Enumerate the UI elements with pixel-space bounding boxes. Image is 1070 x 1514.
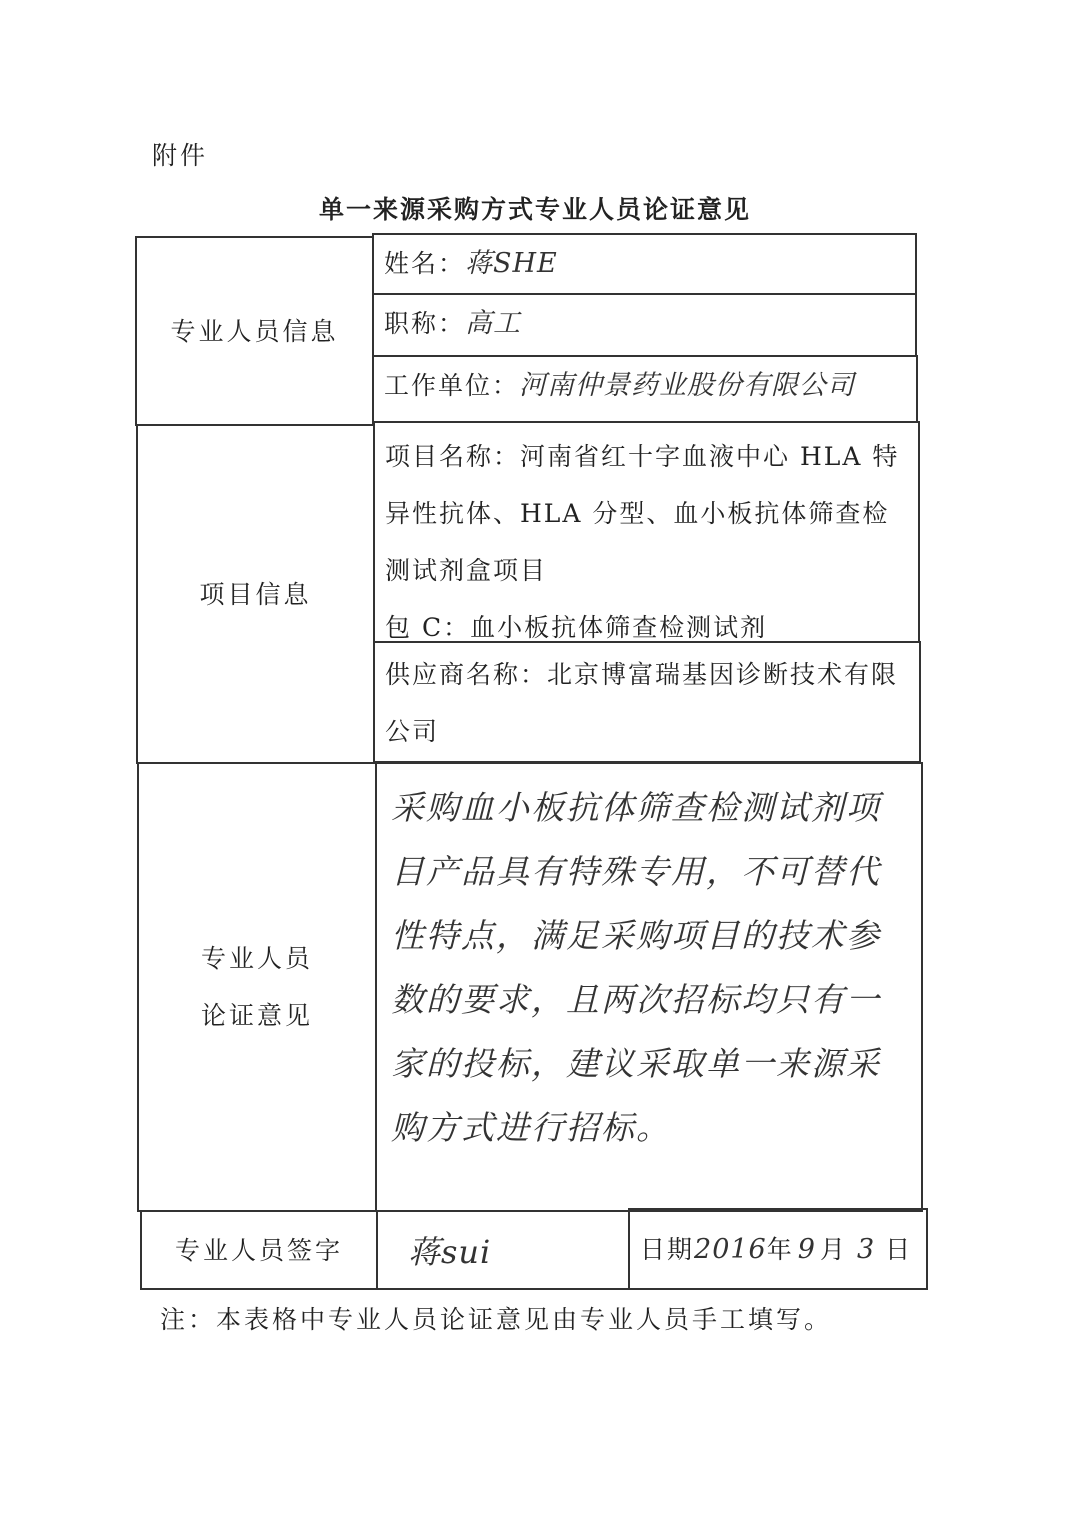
date-cell: [628, 1208, 928, 1290]
name-label: 姓名：: [384, 249, 466, 278]
opinion-label: [137, 762, 377, 1212]
project-info-label-text: 项目信息: [199, 579, 312, 609]
name-value: 蒋SHE: [465, 248, 558, 279]
project-name: 项目名称：河南省红十字血液中心 HLA 特异性抗体、HLA 分型、血小板抗体筛查检测试剂盒项目: [385, 442, 900, 585]
employer-label: 工作单位：: [384, 371, 520, 400]
employer-row: [372, 355, 918, 423]
signature-cell: [376, 1210, 630, 1290]
package-name: 包 C：血小板抗体筛查检测试剂: [385, 613, 768, 642]
date-day: 3: [856, 1233, 876, 1265]
signature-label: [140, 1210, 378, 1290]
day-char: 日: [885, 1234, 913, 1264]
personnel-info-label: [135, 236, 374, 426]
employer-value: 河南仲景药业股份有限公司: [519, 370, 856, 401]
attachment-label: 附件: [152, 141, 209, 170]
title-label: 职称：: [384, 309, 466, 338]
opinion-label-line2: 论证意见: [200, 1001, 313, 1030]
opinion-label-line1: 专业人员: [200, 944, 313, 973]
document-title: 单一来源采购方式专业人员论证意见: [318, 195, 751, 224]
month-char: 月: [819, 1234, 847, 1264]
date-year: 2016: [694, 1233, 767, 1265]
date-label: 日期: [640, 1234, 695, 1264]
footnote: 注：本表格中专业人员论证意见由专业人员手工填写。: [160, 1305, 833, 1334]
project-info-label: [136, 424, 375, 764]
title-value: 高工: [465, 308, 522, 339]
project-name-cell: [373, 421, 920, 643]
personnel-info-label-text: 专业人员信息: [170, 316, 339, 346]
supplier-cell: [373, 641, 921, 763]
date-month: 9: [797, 1233, 816, 1265]
signature-label-text: 专业人员签字: [174, 1235, 343, 1265]
opinion-text: 采购血小板抗体筛查检测试剂项目产品具有特殊专用，不可替代性特点，满足采购项目的技术参数的要求，且两次招标均只有一家的投标，建议采取单一来源采购方式进行招标。: [375, 762, 923, 1212]
title-row: [372, 293, 917, 357]
year-char: 年: [766, 1234, 794, 1264]
handwritten-signature: 蒋sui: [408, 1233, 492, 1271]
name-row: [372, 233, 917, 295]
supplier-name: 供应商名称：北京博富瑞基因诊断技术有限公司: [385, 660, 899, 746]
